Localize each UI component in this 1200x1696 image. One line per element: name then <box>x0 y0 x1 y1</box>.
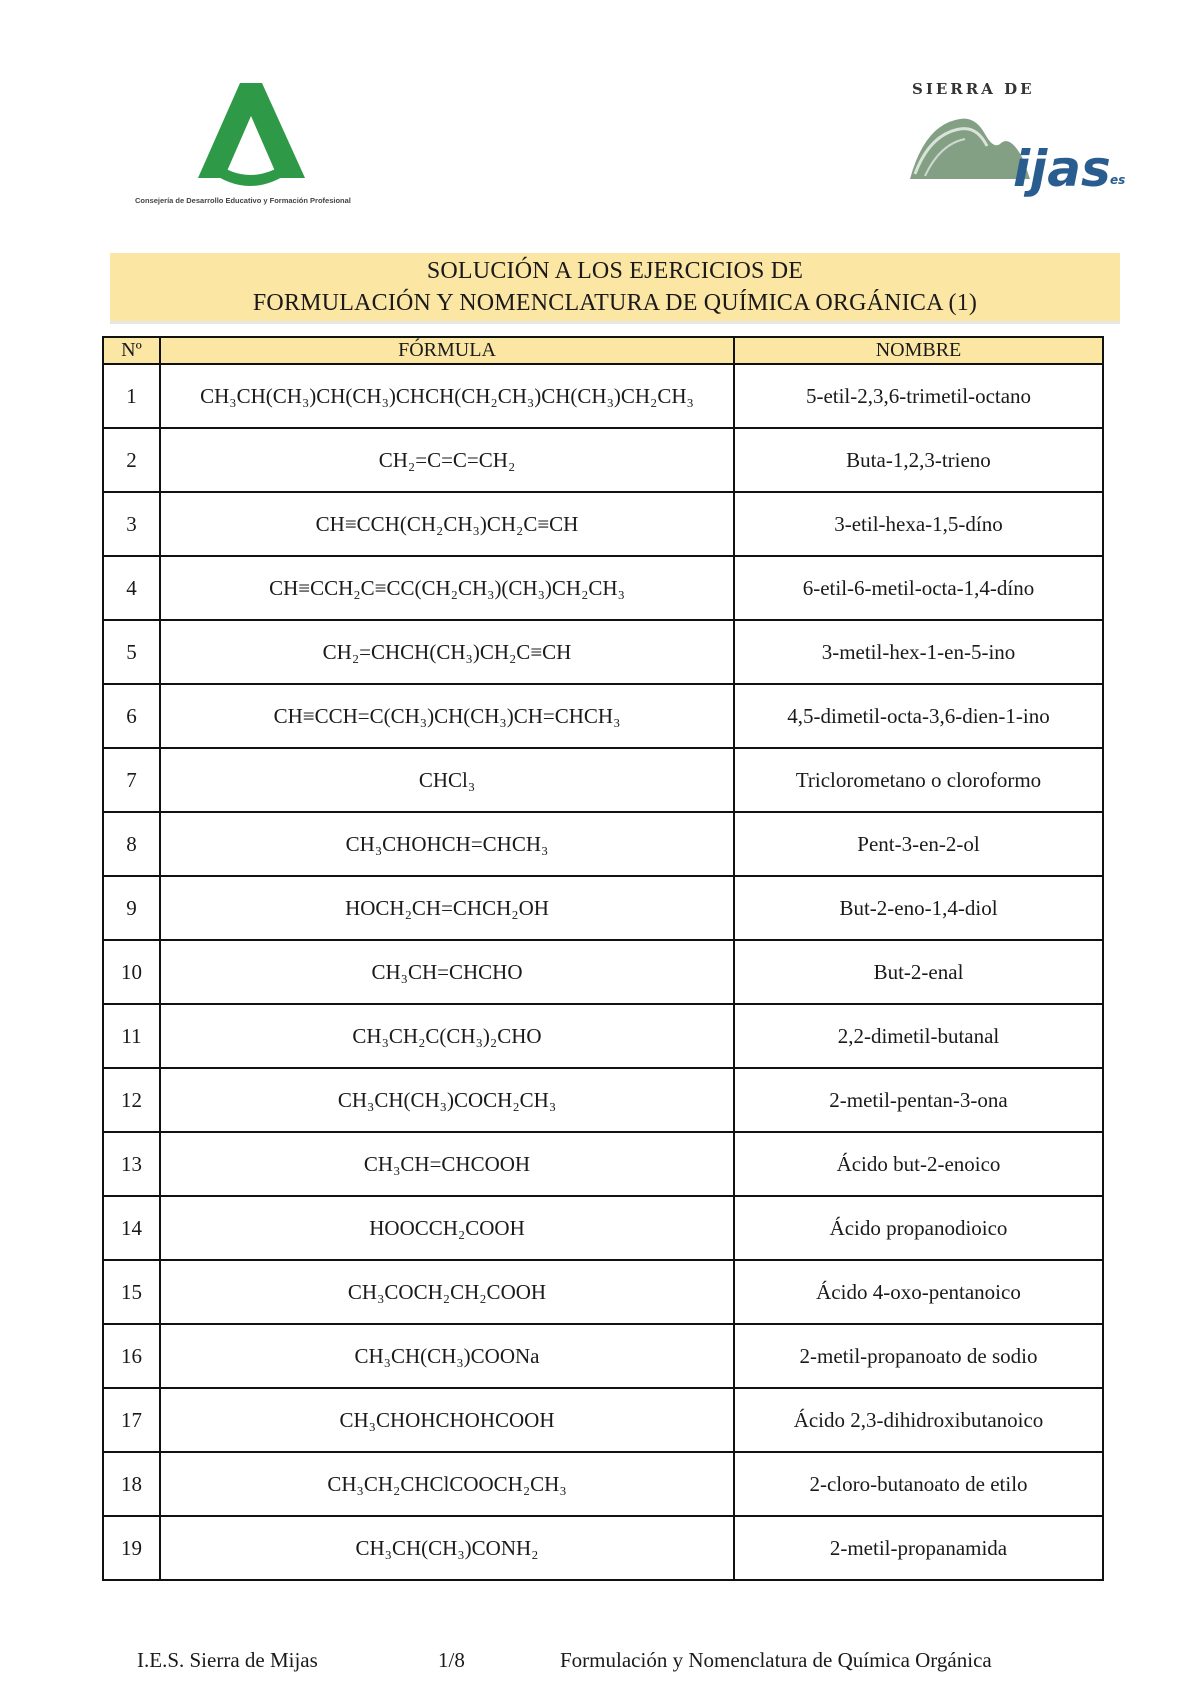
row-number-cell: 17 <box>103 1388 160 1452</box>
row-number-cell: 16 <box>103 1324 160 1388</box>
formula-cell: CH₃CH(CH₃)COONa <box>160 1324 734 1388</box>
table-row <box>103 428 1103 492</box>
row-number-cell: 13 <box>103 1132 160 1196</box>
table-row <box>103 1324 1103 1388</box>
name-cell: 4,5-dimetil-octa-3,6-dien-1-ino <box>734 684 1103 748</box>
title-line-1: SOLUCIÓN A LOS EJERCICIOS DE <box>426 258 804 284</box>
formula-cell: CH≡CCH=C(CH₃)CH(CH₃)CH=CHCH₃ <box>160 684 734 748</box>
row-number-cell: 12 <box>103 1068 160 1132</box>
name-cell: Ácido propanodioico <box>734 1196 1103 1260</box>
name-cell: 5-etil-2,3,6-trimetil-octano <box>734 364 1103 428</box>
row-number-cell: 14 <box>103 1196 160 1260</box>
header-name: NOMBRE <box>734 337 1103 364</box>
table-row <box>103 1260 1103 1324</box>
table-row <box>103 620 1103 684</box>
logo-mijas-word: ijas <box>1013 140 1111 198</box>
formula-cell: CH₃CH(CH₃)CONH₂ <box>160 1516 734 1580</box>
table-row <box>103 1388 1103 1452</box>
formula-cell: CH₃CH=CHCOOH <box>160 1132 734 1196</box>
table-row <box>103 556 1103 620</box>
formula-cell: CH₃CH(CH₃)COCH₂CH₃ <box>160 1068 734 1132</box>
logo-mijas-suffix: es <box>1110 173 1126 187</box>
footer-page-number: 1/8 <box>438 1648 465 1672</box>
formula-cell: CH₃CHOHCHOHCOOH <box>160 1388 734 1452</box>
table-row <box>103 364 1103 428</box>
name-cell: 6-etil-6-metil-octa-1,4-díno <box>734 556 1103 620</box>
table-row <box>103 812 1103 876</box>
formula-cell: HOCH₂CH=CHCH₂OH <box>160 876 734 940</box>
name-cell: 2-metil-pentan-3-ona <box>734 1068 1103 1132</box>
name-cell: 2,2-dimetil-butanal <box>734 1004 1103 1068</box>
name-cell: But-2-eno-1,4-diol <box>734 876 1103 940</box>
formula-cell: CH₃COCH₂CH₂COOH <box>160 1260 734 1324</box>
row-number-cell: 4 <box>103 556 160 620</box>
name-cell: 2-metil-propanoato de sodio <box>734 1324 1103 1388</box>
table-row <box>103 684 1103 748</box>
row-number-cell: 8 <box>103 812 160 876</box>
table-row <box>103 1196 1103 1260</box>
formula-cell: CH₂=C=C=CH₂ <box>160 428 734 492</box>
mountain-icon <box>905 104 1130 204</box>
formula-cell: CH≡CCH(CH₂CH₃)CH₂C≡CH <box>160 492 734 556</box>
row-number-cell: 19 <box>103 1516 160 1580</box>
row-number-cell: 7 <box>103 748 160 812</box>
name-cell: Pent-3-en-2-ol <box>734 812 1103 876</box>
row-number-cell: 9 <box>103 876 160 940</box>
formula-cell: CH₃CHOHCH=CHCH₃ <box>160 812 734 876</box>
table-row <box>103 876 1103 940</box>
row-number-cell: 18 <box>103 1452 160 1516</box>
name-cell: Ácido 4-oxo-pentanoico <box>734 1260 1103 1324</box>
logo-sierra-de-text: SIERRA DE <box>912 80 1035 98</box>
name-cell: 3-etil-hexa-1,5-díno <box>734 492 1103 556</box>
junta-andalucia-logo <box>130 78 380 208</box>
table-row <box>103 940 1103 1004</box>
table-row <box>103 1068 1103 1132</box>
name-cell: Ácido but-2-enoico <box>734 1132 1103 1196</box>
formula-cell: CH₃CH₂C(CH₃)₂CHO <box>160 1004 734 1068</box>
row-number-cell: 11 <box>103 1004 160 1068</box>
formula-cell: CH≡CCH₂C≡CC(CH₂CH₃)(CH₃)CH₂CH₃ <box>160 556 734 620</box>
table-header-row <box>103 337 1103 364</box>
logo-caption: Consejería de Desarrollo Educativo y Formación Profesional <box>135 196 351 205</box>
table-row <box>103 748 1103 812</box>
formula-cell: HOOCCH₂COOH <box>160 1196 734 1260</box>
name-cell: 3-metil-hex-1-en-5-ino <box>734 620 1103 684</box>
formula-cell: CHCl₃ <box>160 748 734 812</box>
row-number-cell: 1 <box>103 364 160 428</box>
formula-cell: CH₃CH(CH₃)CH(CH₃)CHCH(CH₂CH₃)CH(CH₃)CH₂CH₃ <box>160 364 734 428</box>
name-cell: 2-cloro-butanoato de etilo <box>734 1452 1103 1516</box>
header-number: Nº <box>103 337 160 364</box>
row-number-cell: 2 <box>103 428 160 492</box>
formula-cell: CH₃CH₂CHClCOOCH₂CH₃ <box>160 1452 734 1516</box>
andalucia-a-icon <box>190 78 310 193</box>
row-number-cell: 3 <box>103 492 160 556</box>
row-number-cell: 5 <box>103 620 160 684</box>
sierra-de-mijas-logo <box>905 80 1135 210</box>
footer-subject: Formulación y Nomenclatura de Química Orgánica <box>560 1648 992 1672</box>
row-number-cell: 10 <box>103 940 160 1004</box>
title-banner <box>110 253 1120 324</box>
footer-school: I.E.S. Sierra de Mijas <box>137 1648 318 1672</box>
name-cell: 2-metil-propanamida <box>734 1516 1103 1580</box>
title-line-2: FORMULACIÓN Y NOMENCLATURA DE QUÍMICA ORGÁNICA (1) <box>252 290 978 316</box>
name-cell: Ácido 2,3-dihidroxibutanoico <box>734 1388 1103 1452</box>
name-cell: But-2-enal <box>734 940 1103 1004</box>
formula-cell: CH₂=CHCH(CH₃)CH₂C≡CH <box>160 620 734 684</box>
solutions-table <box>102 336 1104 1581</box>
header-formula: FÓRMULA <box>160 337 734 364</box>
table-row <box>103 492 1103 556</box>
name-cell: Triclorometano o cloroformo <box>734 748 1103 812</box>
name-cell: Buta-1,2,3-trieno <box>734 428 1103 492</box>
table-row <box>103 1004 1103 1068</box>
formula-cell: CH₃CH=CHCHO <box>160 940 734 1004</box>
table-row <box>103 1452 1103 1516</box>
table-row <box>103 1132 1103 1196</box>
table-row <box>103 1516 1103 1580</box>
row-number-cell: 15 <box>103 1260 160 1324</box>
row-number-cell: 6 <box>103 684 160 748</box>
